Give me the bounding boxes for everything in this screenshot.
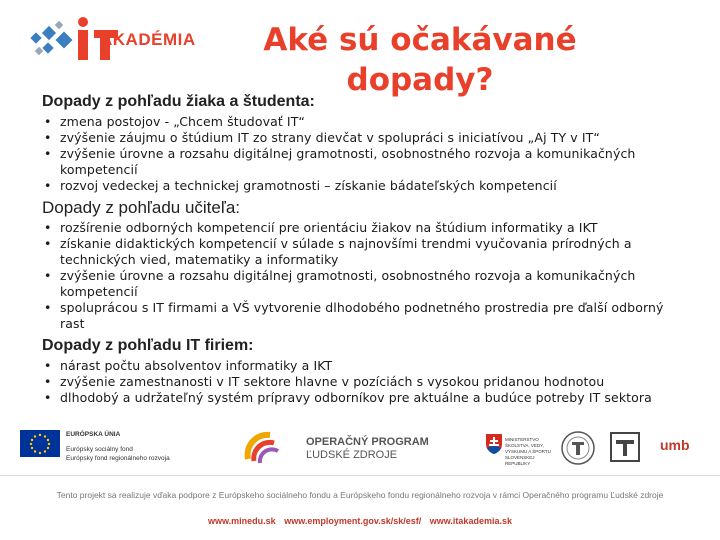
section-heading-teachers: Dopady z pohľadu učiteľa: <box>42 198 240 217</box>
list-item: • rozvoj vedeckej a technickej gramotnosti – získanie bádateľských kompetencií <box>42 178 692 194</box>
footer-divider <box>0 475 720 476</box>
list-item: • rozšírenie odborných kompetencií pre orientáciu žiakov na štúdium informatiky a IKT <box>42 220 692 236</box>
link-employment[interactable]: www.employment.gov.sk/sk/esf/ <box>284 516 422 526</box>
umb-logo <box>660 437 690 453</box>
section-heading-it-firms: Dopady z pohľadu IT firiem: <box>42 337 254 354</box>
eu-title: EURÓPSKA ÚNIA <box>66 431 121 438</box>
link-itakademia[interactable]: www.itakademia.sk <box>429 516 512 526</box>
logo-text: AKADÉMIA <box>100 30 196 49</box>
list-item: • zvýšenie záujmu o štúdium IT zo strany dievčat v spolupráci s iniciatívou „Aj TY v IT“ <box>42 130 692 146</box>
op-logo-icon <box>240 425 300 471</box>
list-item: • zvýšenie úrovne a rozsahu digitálnej gramotnosti, osobnostného rozvoja a komunikačných kompetencií <box>42 146 692 178</box>
list-item: • zvýšenie úrovne a rozsahu digitálnej gramotnosti, osobnostného rozvoja a komunikačných kompetencií <box>42 268 692 300</box>
list-item: • získanie didaktických kompetencií v súlade s najnovšími trendmi vyučovania prírodných a technických vied, matematiky a informatiky <box>42 236 692 268</box>
list-item: • spoluprácou s IT firmami a VŠ vytvorenie dlhodobého podnetného prostredia pre ďalší odborný rast <box>42 300 692 332</box>
university-seal-icon <box>560 430 596 470</box>
footer-funding-text: Tento projekt sa realizuje vďaka podpore z Európskeho sociálneho fondu a Európskeho fondu regionálneho rozvoja v rámci Operačného programu Ľudské zdroje <box>56 490 664 500</box>
list-students <box>42 114 692 194</box>
ministry-text: MINISTERSTVO ŠKOLSTVA, VEDY, VÝSKUMU A ŠPORTU SLOVENSKEJ REPUBLIKY <box>505 437 551 466</box>
section-heading-students: Dopady z pohľadu žiaka a študenta: <box>42 93 315 110</box>
link-minedu[interactable]: www.minedu.sk <box>208 516 276 526</box>
list-item: • zvýšenie zamestnanosti v IT sektore hlavne v pozíciách s vysokou pridanou hodnotou <box>42 374 692 390</box>
eu-flag-icon <box>20 430 60 457</box>
eu-line1: Európsky sociálny fond <box>66 446 133 453</box>
tuke-logo-icon <box>610 432 640 466</box>
eu-logo-text <box>66 430 170 463</box>
sk-coat-of-arms-icon <box>486 434 502 458</box>
op-logo-text <box>306 436 429 462</box>
list-it-firms <box>42 358 692 406</box>
umb-logo-text: umb <box>660 437 690 453</box>
list-item: • nárast počtu absolventov informatiky a IKT <box>42 358 692 374</box>
list-teachers <box>42 220 692 332</box>
slide-content <box>42 92 692 410</box>
list-item: • dlhodobý a udržateľný systém prípravy odborníkov pre aktuálne a budúce potreby IT sektora <box>42 390 692 406</box>
op-line2: ĽUDSKÉ ZDROJE <box>306 449 398 461</box>
list-item: • zmena postojov - „Chcem študovať IT“ <box>42 114 692 130</box>
op-line1: OPERAČNÝ PROGRAM <box>306 436 429 448</box>
slide-title: Aké sú očakávané dopady? <box>263 22 577 98</box>
eu-line2: Európsky fond regionálneho rozvoja <box>66 455 170 462</box>
footer-links <box>0 516 720 526</box>
